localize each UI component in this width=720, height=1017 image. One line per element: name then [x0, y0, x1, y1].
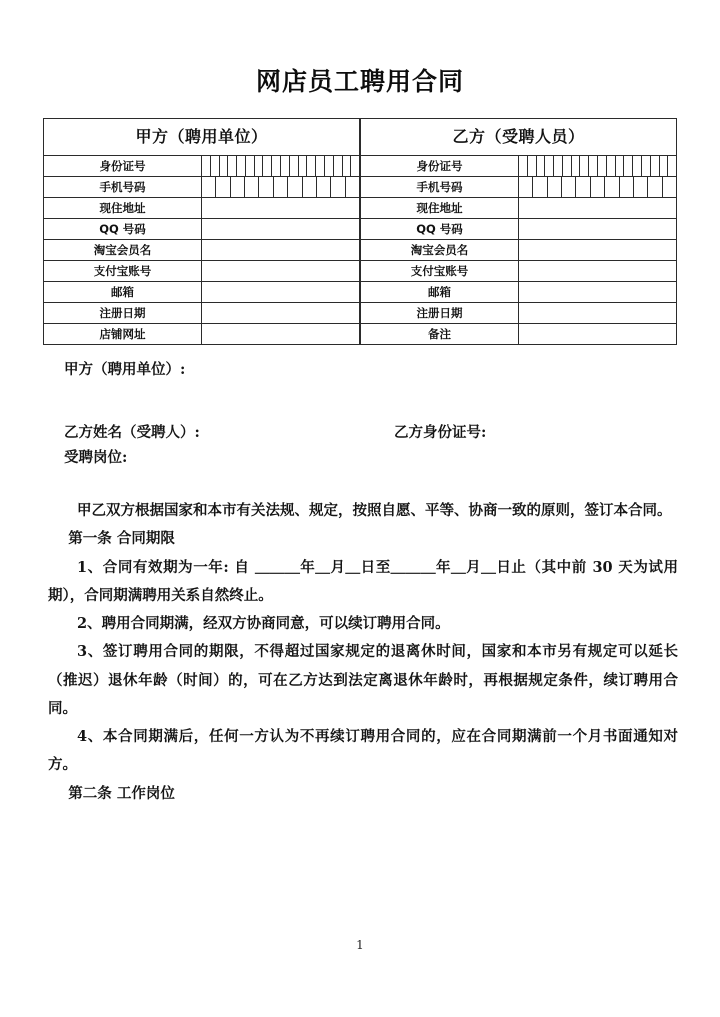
character-box[interactable]	[633, 156, 642, 176]
character-box[interactable]	[589, 156, 598, 176]
field-value-cell[interactable]	[519, 261, 677, 282]
field-value-cell[interactable]	[519, 240, 677, 261]
field-value-cell[interactable]	[202, 303, 360, 324]
character-box[interactable]	[605, 177, 619, 197]
table-header-row	[44, 119, 360, 156]
table-row	[44, 156, 360, 177]
character-box[interactable]	[343, 156, 352, 176]
field-label: 身份证号	[44, 156, 202, 177]
table-row	[44, 177, 360, 198]
clause-container	[48, 525, 678, 808]
character-box[interactable]	[545, 156, 554, 176]
table-row	[44, 303, 360, 324]
character-box[interactable]	[651, 156, 660, 176]
character-box[interactable]	[554, 156, 563, 176]
party-table-header: 甲方（聘用单位）	[44, 119, 360, 156]
table-header-row	[361, 119, 677, 156]
field-value-cell[interactable]	[202, 177, 360, 198]
field-label: 支付宝账号	[44, 261, 202, 282]
field-label: QQ 号码	[361, 219, 519, 240]
field-value-cell[interactable]	[519, 219, 677, 240]
character-box[interactable]	[237, 156, 246, 176]
character-box[interactable]	[259, 177, 273, 197]
character-box[interactable]	[211, 156, 220, 176]
field-label: 支付宝账号	[361, 261, 519, 282]
table-row	[44, 261, 360, 282]
table-row	[361, 324, 677, 345]
character-grid	[202, 156, 359, 176]
table-row	[44, 198, 360, 219]
character-box[interactable]	[246, 156, 255, 176]
field-value-cell[interactable]	[519, 198, 677, 219]
table-row	[361, 240, 677, 261]
character-box[interactable]	[263, 156, 272, 176]
table-row	[361, 219, 677, 240]
character-box[interactable]	[663, 177, 676, 197]
character-box[interactable]	[562, 177, 576, 197]
character-box[interactable]	[548, 177, 562, 197]
table-row	[361, 282, 677, 303]
party-b-name-label: 乙方姓名（受聘人）:	[64, 424, 200, 441]
character-box[interactable]	[580, 156, 589, 176]
character-grid	[519, 156, 676, 176]
character-box[interactable]	[220, 156, 229, 176]
character-box[interactable]	[624, 156, 633, 176]
contract-body	[48, 358, 678, 808]
character-box[interactable]	[274, 177, 288, 197]
table-row	[44, 240, 360, 261]
table-row	[44, 324, 360, 345]
page-number: 1	[356, 938, 364, 952]
character-box[interactable]	[572, 156, 581, 176]
field-value-cell[interactable]	[519, 156, 677, 177]
field-label: 注册日期	[361, 303, 519, 324]
party-a-signature-label: 甲方（聘用单位）:	[64, 361, 186, 378]
party-b-id-label: 乙方身份证号:	[394, 424, 487, 441]
field-label: 淘宝会员名	[361, 240, 519, 261]
character-box[interactable]	[288, 177, 302, 197]
character-grid	[202, 177, 359, 197]
party-b-table	[360, 118, 677, 345]
table-row	[361, 177, 677, 198]
clause-heading: 第二条 工作岗位	[68, 784, 175, 802]
field-value-cell[interactable]	[202, 282, 360, 303]
character-box[interactable]	[563, 156, 572, 176]
field-label: 备注	[361, 324, 519, 345]
character-box[interactable]	[598, 156, 607, 176]
party-info-tables	[43, 118, 677, 345]
field-label: 手机号码	[361, 177, 519, 198]
clause-item: 4、本合同期满后，任何一方认为不再续订聘用合同的，应在合同期满前一个月书面通知对方。	[48, 728, 678, 774]
character-box[interactable]	[202, 177, 216, 197]
character-box[interactable]	[533, 177, 547, 197]
character-box[interactable]	[591, 177, 605, 197]
table-row	[44, 219, 360, 240]
table-row	[361, 156, 677, 177]
field-label: 现住地址	[361, 198, 519, 219]
party-table-header: 乙方（受聘人员）	[361, 119, 677, 156]
field-label: 现住地址	[44, 198, 202, 219]
clause-item: 2、聘用合同期满，经双方协商同意，可以续订聘用合同。	[77, 615, 450, 633]
party-a-table	[43, 118, 360, 345]
character-box[interactable]	[519, 156, 528, 176]
field-label: 邮箱	[44, 282, 202, 303]
field-value-cell[interactable]	[519, 177, 677, 198]
field-value-cell[interactable]	[519, 282, 677, 303]
character-box[interactable]	[528, 156, 537, 176]
character-box[interactable]	[317, 177, 331, 197]
character-box[interactable]	[334, 156, 343, 176]
character-box[interactable]	[620, 177, 634, 197]
field-value-cell[interactable]	[202, 156, 360, 177]
character-box[interactable]	[316, 156, 325, 176]
page-title: 网店员工聘用合同	[255, 67, 464, 96]
clause-item: 3、签订聘用合同的期限，不得超过国家规定的退离休时间，国家和本市另有规定可以延长（推迟）退休年龄（时间）的，可在乙方达到法定离退休年龄时，再根据规定条件，续订聘用合同。	[48, 643, 678, 717]
table-row	[361, 303, 677, 324]
character-box[interactable]	[576, 177, 590, 197]
character-box[interactable]	[299, 156, 308, 176]
field-label: 邮箱	[361, 282, 519, 303]
character-box[interactable]	[351, 156, 359, 176]
party-b-signature-row	[48, 421, 678, 442]
character-box[interactable]	[255, 156, 264, 176]
position-label: 受聘岗位:	[64, 449, 128, 466]
character-box[interactable]	[634, 177, 648, 197]
character-box[interactable]	[537, 156, 546, 176]
field-value-cell[interactable]	[519, 324, 677, 345]
character-box[interactable]	[303, 177, 317, 197]
character-box[interactable]	[290, 156, 299, 176]
field-label: 注册日期	[44, 303, 202, 324]
character-box[interactable]	[607, 156, 616, 176]
character-box[interactable]	[616, 156, 625, 176]
character-box[interactable]	[648, 177, 662, 197]
character-box[interactable]	[202, 156, 211, 176]
clause-item: 1、合同有效期为一年: 自 ＿＿＿年＿月＿日至＿＿＿年＿月＿日止（其中前 30 天为试用期），合同期满聘用关系自然终止。	[48, 558, 678, 604]
clause-heading: 第一条 合同期限	[68, 530, 175, 548]
character-box[interactable]	[216, 177, 230, 197]
character-box[interactable]	[231, 177, 245, 197]
field-label: 店铺网址	[44, 324, 202, 345]
field-label: 淘宝会员名	[44, 240, 202, 261]
character-box[interactable]	[307, 156, 316, 176]
character-box[interactable]	[346, 177, 359, 197]
preamble-paragraph: 甲乙双方根据国家和本市有关法规、规定，按照自愿、平等、协商一致的原则，签订本合同。	[77, 502, 672, 519]
character-box[interactable]	[228, 156, 237, 176]
character-box[interactable]	[660, 156, 669, 176]
field-value-cell[interactable]	[202, 219, 360, 240]
character-box[interactable]	[642, 156, 651, 176]
field-label: QQ 号码	[44, 219, 202, 240]
character-box[interactable]	[331, 177, 345, 197]
field-value-cell[interactable]	[202, 324, 360, 345]
character-box[interactable]	[519, 177, 533, 197]
field-label: 手机号码	[44, 177, 202, 198]
field-value-cell[interactable]	[202, 261, 360, 282]
field-value-cell[interactable]	[519, 303, 677, 324]
character-box[interactable]	[668, 156, 676, 176]
field-value-cell[interactable]	[202, 240, 360, 261]
table-row	[361, 261, 677, 282]
table-row	[361, 198, 677, 219]
character-box[interactable]	[245, 177, 259, 197]
character-box[interactable]	[272, 156, 281, 176]
character-grid	[519, 177, 676, 197]
field-value-cell[interactable]	[202, 198, 360, 219]
character-box[interactable]	[281, 156, 290, 176]
character-box[interactable]	[325, 156, 334, 176]
table-row	[44, 282, 360, 303]
field-label: 身份证号	[361, 156, 519, 177]
